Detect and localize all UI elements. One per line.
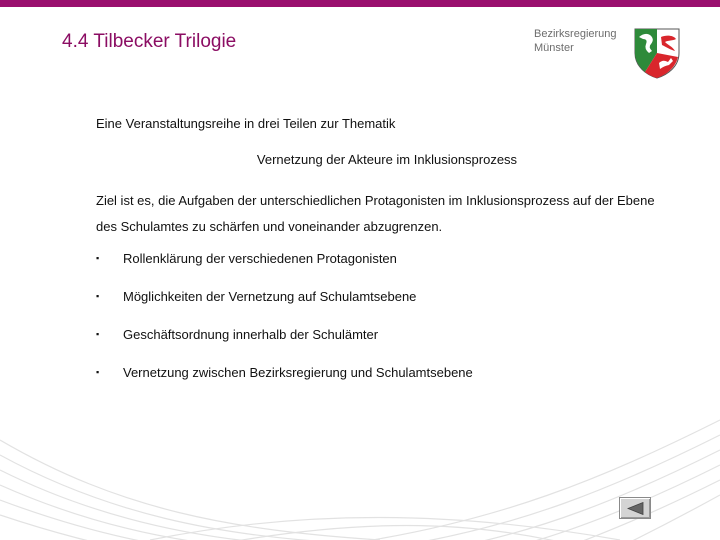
bullet-text: Rollenklärung der verschiedenen Protagonisten [123,251,397,266]
bullet-marker: ▪ [96,253,100,263]
goal-paragraph: Ziel ist es, die Aufgaben der unterschiedlichen Protagonisten im Inklusionsprozess auf der Ebene des Schulamtes zu schärfen und voneinander abzugrenzen. [96,193,655,234]
logo-line-1: Bezirksregierung [534,28,617,40]
bullet-marker: ▪ [96,329,100,339]
triangle-left-icon [627,502,645,515]
logo-text [534,27,617,55]
bullet-text: Vernetzung zwischen Bezirksregierung und Schulamtsebene [123,365,473,380]
top-accent-bar [0,0,720,7]
intro-text: Eine Veranstaltungsreihe in drei Teilen zur Thematik [96,116,396,131]
slide-title: 4.4 Tilbecker Trilogie [62,31,237,52]
decorative-wave-lines [0,360,720,540]
logo-line-2: Münster [534,42,574,54]
bullet-marker: ▪ [96,291,100,301]
bullet-text: Geschäftsordnung innerhalb der Schulämter [123,327,379,342]
subtitle: Vernetzung der Akteure im Inklusionsprozess [256,152,518,167]
bullet-text: Möglichkeiten der Vernetzung auf Schulamtsebene [123,289,417,304]
bullet-marker: ▪ [96,367,100,377]
coat-of-arms-icon [633,27,681,79]
back-button[interactable] [619,497,651,519]
